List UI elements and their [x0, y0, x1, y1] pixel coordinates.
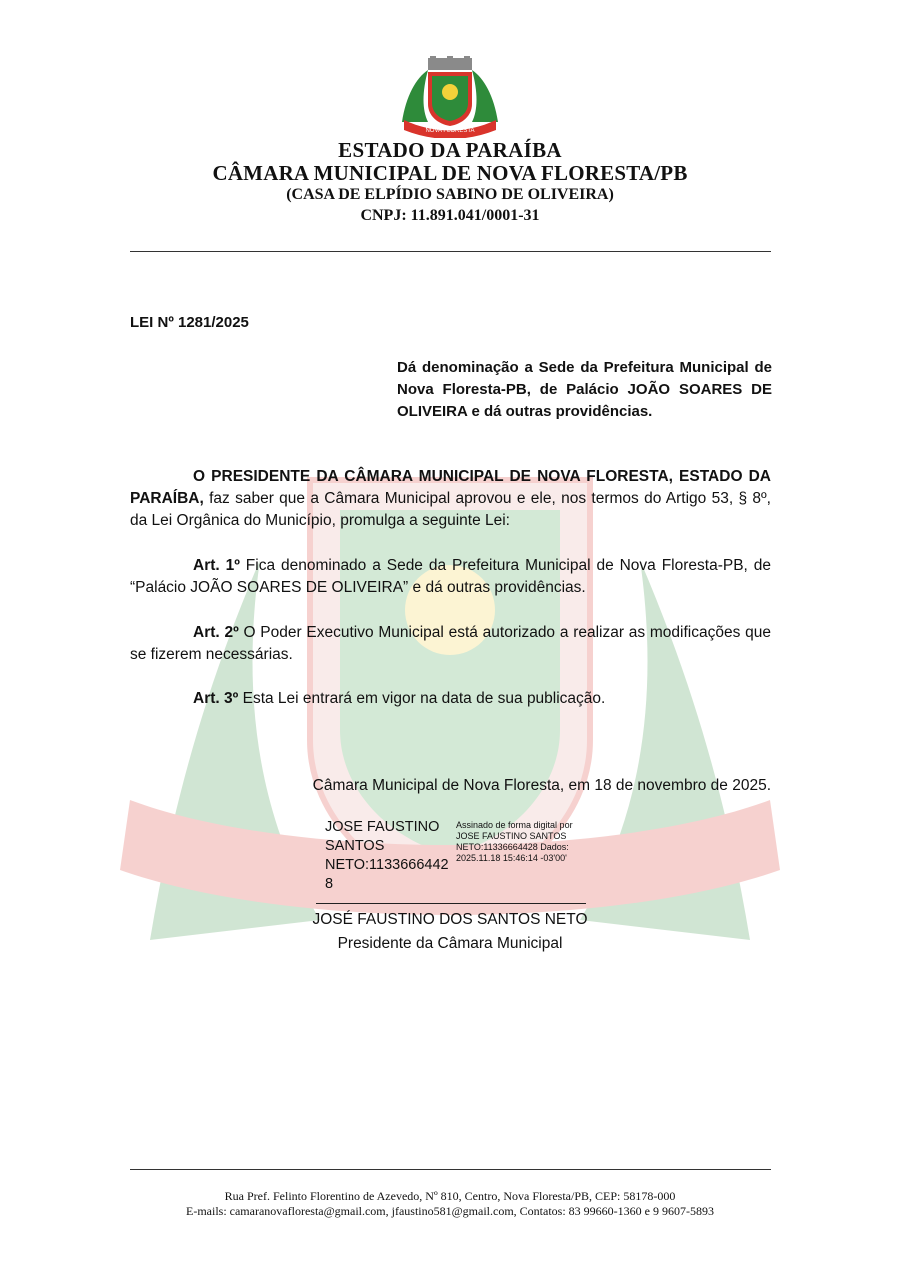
law-number: LEI Nº 1281/2025 — [130, 314, 249, 331]
header-divider — [130, 251, 771, 252]
article-1-label: Art. 1º — [193, 557, 240, 574]
footer-address: Rua Pref. Felinto Florentino de Azevedo, Nº 810, Centro, Nova Floresta/PB, CEP: 58178-000 — [224, 1189, 676, 1203]
article-3-text: Esta Lei entrará em vigor na data de sua publicação. — [238, 690, 606, 707]
digital-signature-name: JOSE FAUSTINO SANTOS NETO:1133666442 8 — [325, 819, 449, 892]
date-line: Câmara Municipal de Nova Floresta, em 18 de novembro de 2025. — [312, 777, 771, 794]
footer — [0, 1189, 900, 1219]
signer-role: Presidente da Câmara Municipal — [337, 935, 563, 952]
article-2 — [130, 622, 771, 666]
article-1-text: Fica denominado a Sede da Prefeitura Municipal de Nova Floresta-PB, de “Palácio JOÃO SOARES DE OLIVEIRA” e dá outras providências. — [130, 557, 771, 596]
crest-right-branch — [472, 70, 498, 122]
footer-contacts: E-mails: camaranovafloresta@gmail.com, jfaustino581@gmail.com, Contatos: 83 99660-1360 e 9 9607-5893 — [186, 1204, 714, 1218]
state-title: ESTADO DA PARAÍBA — [338, 138, 562, 162]
law-summary: Dá denominação a Sede da Prefeitura Municipal de Nova Floresta-PB, de Palácio JOÃO SOARES DE OLIVEIRA e dá outras providências. — [397, 359, 772, 420]
signer-name: JOSÉ FAUSTINO DOS SANTOS NETO — [312, 911, 588, 928]
signature-line — [316, 903, 586, 904]
chamber-title: CÂMARA MUNICIPAL DE NOVA FLORESTA/PB — [212, 161, 688, 185]
coat-of-arms-logo — [398, 56, 502, 138]
article-2-text: O Poder Executivo Municipal está autorizado a realizar as modificações que se fizerem necessárias. — [130, 624, 771, 663]
house-subtitle: (CASA DE ELPÍDIO SABINO DE OLIVEIRA) — [286, 186, 614, 203]
preamble-bold: O PRESIDENTE DA CÂMARA MUNICIPAL DE NOVA FLORESTA, ESTADO DA PARAÍBA, — [130, 468, 771, 507]
footer-divider — [130, 1169, 771, 1170]
article-1 — [130, 555, 771, 599]
cnpj-line: CNPJ: 11.891.041/0001-31 — [360, 207, 540, 224]
article-2-label: Art. 2º — [193, 624, 239, 641]
preamble-paragraph — [130, 466, 771, 532]
signer-block — [0, 908, 900, 956]
article-3-label: Art. 3º — [193, 690, 239, 707]
digital-signature-note: Assinado de forma digital por JOSE FAUSTINO SANTOS NETO:11336664428 Dados: 2025.11.18 15:46:14 -03'00' — [456, 820, 573, 863]
crest-left-branch — [402, 70, 428, 122]
crest-label: NOVA FLORESTA — [425, 128, 475, 134]
preamble-text: faz saber que a Câmara Municipal aprovou e ele, nos termos do Artigo 53, § 8º, da Lei Orgânica do Município, promulga a seguinte Lei: — [130, 490, 771, 529]
article-3 — [130, 688, 771, 710]
